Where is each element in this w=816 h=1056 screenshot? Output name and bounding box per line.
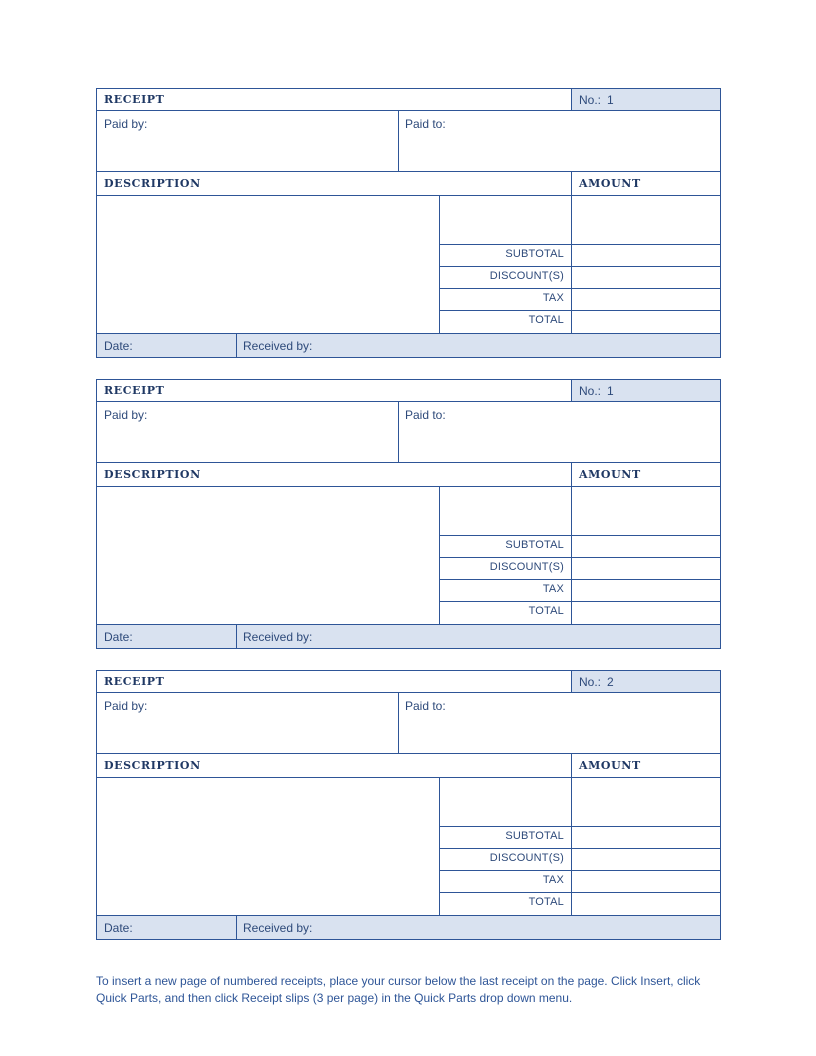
receipt-number-label: No.: bbox=[579, 93, 602, 107]
paid-to-field[interactable] bbox=[399, 111, 720, 171]
subtotal-field[interactable] bbox=[572, 536, 720, 557]
date-field[interactable] bbox=[137, 334, 235, 357]
received-by-field[interactable] bbox=[317, 334, 720, 357]
paid-by-field[interactable] bbox=[97, 402, 398, 462]
paid-by-field[interactable] bbox=[97, 111, 398, 171]
description-header: DESCRIPTION bbox=[104, 177, 201, 190]
tax-field[interactable] bbox=[572, 580, 720, 601]
description-header: DESCRIPTION bbox=[104, 759, 201, 772]
amount-field[interactable] bbox=[572, 778, 720, 826]
amount-field[interactable] bbox=[572, 487, 720, 535]
receipt-title: RECEIPT bbox=[104, 93, 165, 106]
tax-label: TAX bbox=[542, 583, 564, 595]
receipt-number-cell[interactable] bbox=[572, 89, 720, 110]
receipt-slip bbox=[96, 379, 721, 649]
amount-header: AMOUNT bbox=[579, 177, 641, 190]
paid-by-label: Paid by: bbox=[104, 408, 148, 422]
amount-field[interactable] bbox=[572, 196, 720, 244]
line-item-field[interactable] bbox=[440, 196, 571, 244]
total-label: TOTAL bbox=[528, 896, 564, 908]
paid-to-field[interactable] bbox=[399, 402, 720, 462]
receipt-number-label: No.: bbox=[579, 675, 602, 689]
line-item-field[interactable] bbox=[440, 778, 571, 826]
subtotal-field[interactable] bbox=[572, 827, 720, 848]
tax-field[interactable] bbox=[572, 289, 720, 310]
paid-to-label: Paid to: bbox=[405, 408, 446, 422]
paid-by-field[interactable] bbox=[97, 693, 398, 753]
tax-label: TAX bbox=[542, 292, 564, 304]
discounts-field[interactable] bbox=[572, 558, 720, 579]
line-item-field[interactable] bbox=[440, 487, 571, 535]
total-field[interactable] bbox=[572, 602, 720, 624]
discounts-field[interactable] bbox=[572, 267, 720, 288]
instructions-note: To insert a new page of numbered receipts, place your cursor below the last receipt on the page. Click Insert, click Quick Parts, and then click Receipt slips (3 per page) in the Quick Parts drop down menu. bbox=[96, 974, 701, 1005]
paid-to-label: Paid to: bbox=[405, 117, 446, 131]
receipt-title: RECEIPT bbox=[104, 384, 165, 397]
date-label: Date: bbox=[104, 630, 133, 644]
receipt-number-value: 2 bbox=[607, 675, 614, 689]
discounts-label: DISCOUNT(S) bbox=[489, 270, 564, 282]
date-field[interactable] bbox=[137, 625, 235, 648]
received-by-label: Received by: bbox=[243, 630, 313, 644]
subtotal-field[interactable] bbox=[572, 245, 720, 266]
receipt-number-cell[interactable] bbox=[572, 671, 720, 692]
subtotal-label: SUBTOTAL bbox=[505, 830, 564, 842]
paid-by-label: Paid by: bbox=[104, 117, 148, 131]
receipt-number-value: 1 bbox=[607, 93, 614, 107]
date-label: Date: bbox=[104, 339, 133, 353]
receipt-slip bbox=[96, 670, 721, 940]
subtotal-label: SUBTOTAL bbox=[505, 248, 564, 260]
total-field[interactable] bbox=[572, 893, 720, 915]
total-label: TOTAL bbox=[528, 314, 564, 326]
amount-header: AMOUNT bbox=[579, 759, 641, 772]
description-field[interactable] bbox=[97, 487, 439, 624]
receipt-title: RECEIPT bbox=[104, 675, 165, 688]
description-header: DESCRIPTION bbox=[104, 468, 201, 481]
total-field[interactable] bbox=[572, 311, 720, 333]
tax-field[interactable] bbox=[572, 871, 720, 892]
total-label: TOTAL bbox=[528, 605, 564, 617]
amount-header: AMOUNT bbox=[579, 468, 641, 481]
date-field[interactable] bbox=[137, 916, 235, 939]
date-label: Date: bbox=[104, 921, 133, 935]
received-by-label: Received by: bbox=[243, 339, 313, 353]
paid-by-label: Paid by: bbox=[104, 699, 148, 713]
receipt-number-label: No.: bbox=[579, 384, 602, 398]
paid-to-label: Paid to: bbox=[405, 699, 446, 713]
discounts-label: DISCOUNT(S) bbox=[489, 852, 564, 864]
receipt-slip bbox=[96, 88, 721, 358]
receipt-number-value: 1 bbox=[607, 384, 614, 398]
discounts-field[interactable] bbox=[572, 849, 720, 870]
subtotal-label: SUBTOTAL bbox=[505, 539, 564, 551]
received-by-field[interactable] bbox=[317, 625, 720, 648]
receipt-number-cell[interactable] bbox=[572, 380, 720, 401]
received-by-field[interactable] bbox=[317, 916, 720, 939]
received-by-label: Received by: bbox=[243, 921, 313, 935]
discounts-label: DISCOUNT(S) bbox=[489, 561, 564, 573]
description-field[interactable] bbox=[97, 196, 439, 333]
tax-label: TAX bbox=[542, 874, 564, 886]
paid-to-field[interactable] bbox=[399, 693, 720, 753]
description-field[interactable] bbox=[97, 778, 439, 915]
